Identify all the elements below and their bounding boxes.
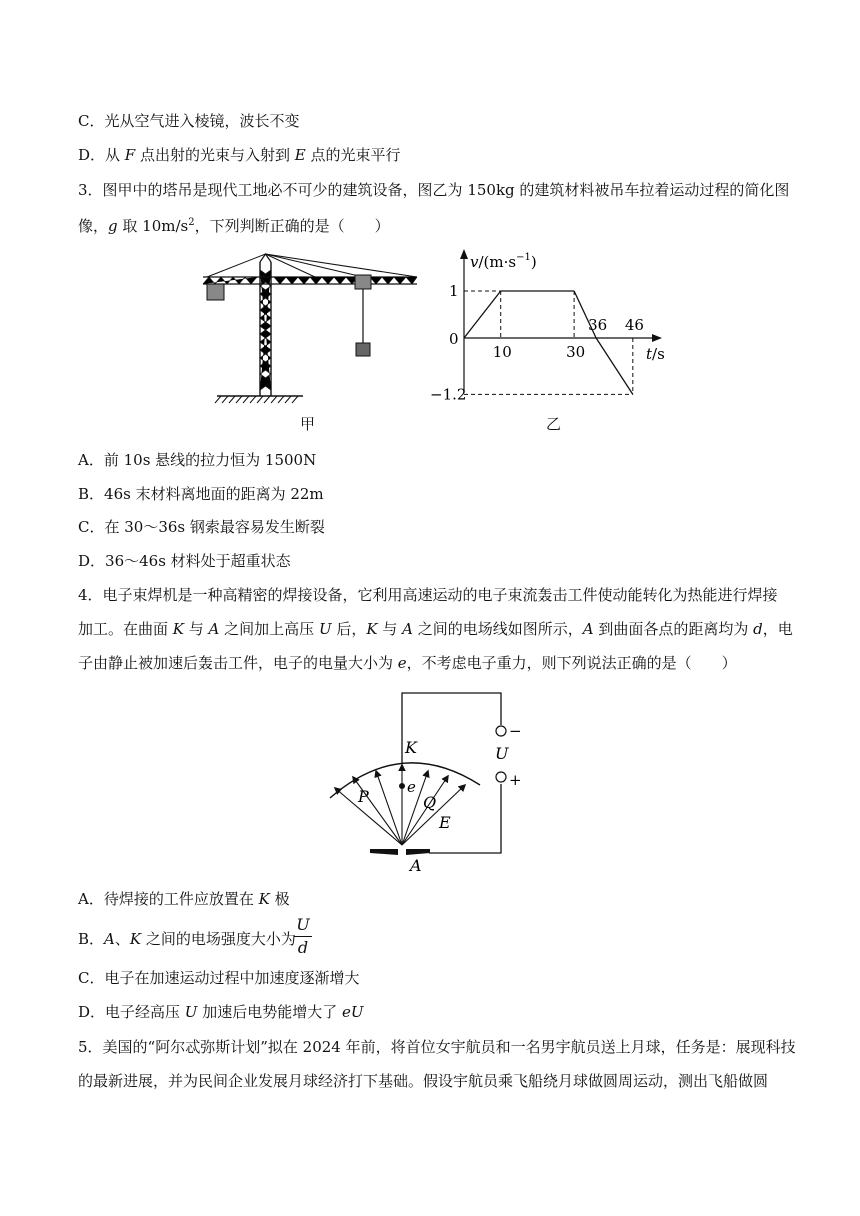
q4-stem-line2-segment: d bbox=[753, 620, 763, 638]
q4-stem-line2-segment: 与 bbox=[377, 620, 403, 638]
q3-stem-line2: 像，g 取 $10m/s^2$，下列判断正确的是（ ） bbox=[78, 217, 390, 235]
fig-yi-caption: 乙 bbox=[546, 415, 562, 433]
terminal-minus: − bbox=[509, 722, 522, 740]
x-axis-arrow bbox=[652, 334, 662, 342]
x-tick-label: 10 bbox=[492, 343, 512, 361]
q3-option-c: C．在 30～36s 钢索最容易发生断裂 bbox=[78, 518, 325, 536]
fraction-bar bbox=[294, 936, 312, 937]
origin-label: 0 bbox=[449, 330, 459, 348]
q3-stem-line1: 3．图甲中的塔吊是现代工地必不可少的建筑设备，图乙为 150kg 的建筑材料被吊车拉着运动过程的简化图 bbox=[78, 181, 790, 199]
velocity-time-chart bbox=[430, 243, 675, 403]
y-tick-label: −1.2 bbox=[430, 385, 467, 403]
q4-stem-line3: 子由静止被加速后轰击工件，电子的电量大小为 e，不考虑电子重力，则下列说法正确的是（ ） bbox=[78, 654, 737, 672]
q4-stem-line2 bbox=[78, 619, 793, 639]
q5-stem-line2: 的最新进展，并为民间企业发展月球经济打下基础。假设宇航员乘飞船绕月球做圆周运动，测出飞船做圆 bbox=[78, 1072, 769, 1090]
x-tick-label: 30 bbox=[566, 343, 586, 361]
q4-stem-line2-segment: 后， bbox=[331, 620, 367, 638]
q4-stem-line2-segment: 到曲面各点的距离均为 bbox=[593, 620, 754, 638]
label-e-field: E bbox=[439, 813, 451, 832]
x-tick-label: 36 bbox=[588, 316, 608, 334]
fraction-numerator: U bbox=[296, 915, 310, 934]
label-e: e bbox=[407, 778, 416, 796]
q4-stem-line2-segment: A bbox=[582, 620, 594, 638]
q5-stem-line1: 5．美国的“阿尔忒弥斯计划”拟在 2024 年前，将首位女宇航员和一名男宇航员送上月球，任务是：展现科技 bbox=[78, 1038, 796, 1056]
q2-option-c: C．光从空气进入棱镜，波长不变 bbox=[78, 112, 300, 130]
q4-stem-line2-segment: K bbox=[366, 620, 378, 638]
velocity-segment bbox=[464, 291, 501, 338]
terminal-plus: + bbox=[509, 771, 522, 789]
x-axis-label: t/s bbox=[646, 345, 665, 363]
electron-beam-figure bbox=[320, 685, 535, 877]
q4-stem-line2-segment: K bbox=[172, 620, 184, 638]
fraction-u-over-d bbox=[294, 915, 312, 958]
fraction-denominator: d bbox=[297, 938, 309, 957]
q4-stem-line2-segment: 加工。在曲面 bbox=[78, 620, 173, 638]
q4-option-c: C．电子在加速运动过程中加速度逐渐增大 bbox=[78, 969, 360, 987]
label-u: U bbox=[495, 744, 509, 763]
velocity-segment bbox=[596, 338, 633, 394]
q4-stem-line2-segment: A bbox=[402, 620, 413, 638]
label-a: A bbox=[410, 856, 422, 875]
q3-option-b: B．46s 末材料离地面的距离为 22m bbox=[78, 485, 324, 503]
x-tick-label: 46 bbox=[624, 316, 644, 334]
tower-crane-figure bbox=[195, 240, 425, 435]
y-axis-label: $v/(m\cdot s^{-1})$ bbox=[470, 252, 537, 271]
q4-stem-line2-segment: U bbox=[318, 620, 332, 638]
q4-stem-line1: 4．电子束焊机是一种高精密的焊接设备，它利用高速运动的电子束流轰击工件使动能转化为热能进行焊接 bbox=[78, 586, 778, 604]
q2-option-d: D．从 F 点出射的光束与入射到 E 点的光束平行 bbox=[78, 146, 401, 164]
q4-stem-line2-segment: 之间加上高压 bbox=[219, 620, 319, 638]
q4-stem-line2-segment: 之间的电场线如图所示， bbox=[412, 620, 583, 638]
q3-option-a: A．前 10s 悬线的拉力恒为 1500N bbox=[78, 451, 317, 469]
q4-option-a: A．待焊接的工件应放置在 K 极 bbox=[78, 890, 290, 908]
q4-stem-line2-segment: 与 bbox=[184, 620, 209, 638]
label-p: P bbox=[358, 787, 369, 806]
fig-jia-caption-text: 甲 bbox=[300, 415, 316, 433]
y-axis-arrow bbox=[460, 249, 468, 259]
q3-option-d: D．36～46s 材料处于超重状态 bbox=[78, 552, 291, 570]
q4-option-b: B．A、K 之间的电场强度大小为 bbox=[78, 930, 296, 948]
label-k: K bbox=[405, 738, 417, 757]
anode-a-left bbox=[370, 849, 398, 855]
anode-a-right bbox=[406, 849, 430, 855]
q4-stem-line2-segment: A bbox=[208, 620, 220, 638]
q4-option-d: D．电子经高压 U 加速后电势能增大了 eU bbox=[78, 1003, 364, 1021]
q4-stem-line2-segment: ，电 bbox=[762, 620, 793, 638]
y-tick-label: 1 bbox=[449, 282, 459, 300]
electron-dot bbox=[399, 783, 405, 789]
label-q: Q bbox=[423, 793, 437, 812]
